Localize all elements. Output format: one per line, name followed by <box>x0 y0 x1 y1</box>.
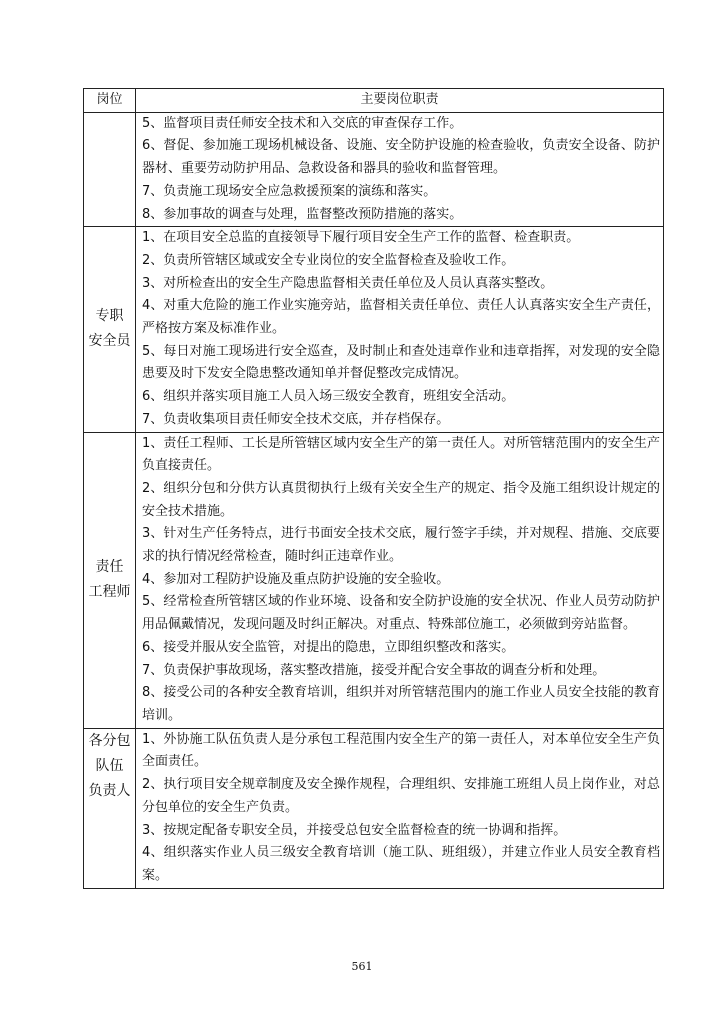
duty-item: 5、监督项目责任师安全技术和入交底的审查保存工作。 <box>142 115 463 131</box>
post-cell <box>84 728 136 888</box>
duty-item: 2、负责所管辖区域或安全专业岗位的安全监督检查及验收工作。 <box>142 252 515 268</box>
table-row-continued <box>84 112 664 227</box>
post-name-line: 负责人 <box>88 782 131 799</box>
duty-cell <box>136 728 664 888</box>
post-name-line: 专职 <box>95 308 124 325</box>
post-cell <box>84 112 136 227</box>
duty-item: 2、组织分包和分供方认真贯彻执行上级有关安全生产的规定、指令及施工组织设计规定的安全技术措施。 <box>142 480 660 519</box>
post-cell <box>84 227 136 432</box>
duty-cell <box>136 227 664 432</box>
post-name-line: 工程师 <box>88 584 131 601</box>
duty-item: 6、接受并服从安全监管，对提出的隐患，立即组织整改和落实。 <box>142 639 515 655</box>
duty-cell <box>136 432 664 728</box>
post-name-line: 队伍 <box>95 757 124 774</box>
post-name-line: 责任 <box>95 559 124 576</box>
duty-item: 4、对重大危险的施工作业实施旁站，监督相关责任单位、责任人认真落实安全生产责任，严格按方案及标准作业。 <box>142 298 660 337</box>
duty-table-body <box>84 112 664 888</box>
duty-item: 3、针对生产任务特点，进行书面安全技术交底，履行签字手续，并对规程、措施、交底要求的执行情况经常检查，随时纠正违章作业。 <box>142 526 660 565</box>
table-row-responsible-engineer <box>84 432 664 728</box>
post-name-line: 安全员 <box>88 333 131 350</box>
duty-item: 4、参加对工程防护设施及重点防护设施的安全验收。 <box>142 571 450 587</box>
duty-column-header: 主要岗位职责 <box>136 89 664 113</box>
post-cell <box>84 432 136 728</box>
duty-item: 2、执行项目安全规章制度及安全操作规程，合理组织、安排施工班组人员上岗作业，对总分包单位的安全生产负责。 <box>142 777 660 815</box>
duty-item: 1、外协施工队伍负责人是分承包工程范围内安全生产的第一责任人，对本单位安全生产负全面责任。 <box>142 731 660 770</box>
duty-item: 6、督促、参加施工现场机械设备、设施、安全防护设施的检查验收，负责安全设备、防护器材、重要劳动防护用品、急救设备和器具的验收和监督管理。 <box>142 138 660 177</box>
duty-item: 7、负责保护事故现场，落实整改措施，接受并配合安全事故的调查分析和处理。 <box>142 662 606 678</box>
duty-item: 7、负责收集项目责任师安全技术交底，并存档保存。 <box>142 411 450 427</box>
table-row-safety-officer <box>84 227 664 432</box>
page-number: 561 <box>351 960 373 973</box>
duty-item: 5、经常检查所管辖区域的作业环境、设备和安全防护设施的安全状况、作业人员劳动防护用品佩戴情况，发现问题及时纠正解决。对重点、特殊部位施工，必须做到旁站监督。 <box>142 594 660 633</box>
duty-item: 7、负责施工现场安全应急救援预案的演练和落实。 <box>142 183 437 199</box>
duty-item: 1、在项目安全总监的直接领导下履行项目安全生产工作的监督、检查职责。 <box>142 230 580 246</box>
duty-item: 6、组织并落实项目施工人员入场三级安全教育，班组安全活动。 <box>142 389 515 405</box>
duty-item: 3、对所检查出的安全生产隐患监督相关责任单位及人员认真落实整改。 <box>142 275 554 291</box>
table-row-subcontractor-leader <box>84 728 664 888</box>
duty-item: 5、每日对施工现场进行安全巡查，及时制止和查处违章作业和违章指挥，对发现的安全隐患要及时下发安全隐患整改通知单并督促整改完成情况。 <box>142 343 660 382</box>
duty-item: 3、按规定配备专职安全员，并接受总包安全监督检查的统一协调和指挥。 <box>142 822 567 838</box>
duty-item: 1、责任工程师、工长是所管辖区域内安全生产的第一责任人。对所管辖范围内的安全生产负直接责任。 <box>142 435 660 474</box>
post-column-header: 岗位 <box>84 89 136 113</box>
duty-item: 8、参加事故的调查与处理，监督整改预防措施的落实。 <box>142 206 463 222</box>
duty-item: 8、接受公司的各种安全教育培训，组织并对所管辖范围内的施工作业人员安全技能的教育培训。 <box>142 685 660 723</box>
duty-table <box>83 88 664 889</box>
post-name-line: 各分包 <box>88 732 131 749</box>
table-header-row <box>84 89 664 113</box>
duty-item: 4、组织落实作业人员三级安全教育培训（施工队、班组级），并建立作业人员安全教育档案。 <box>142 845 660 883</box>
duty-cell <box>136 112 664 227</box>
